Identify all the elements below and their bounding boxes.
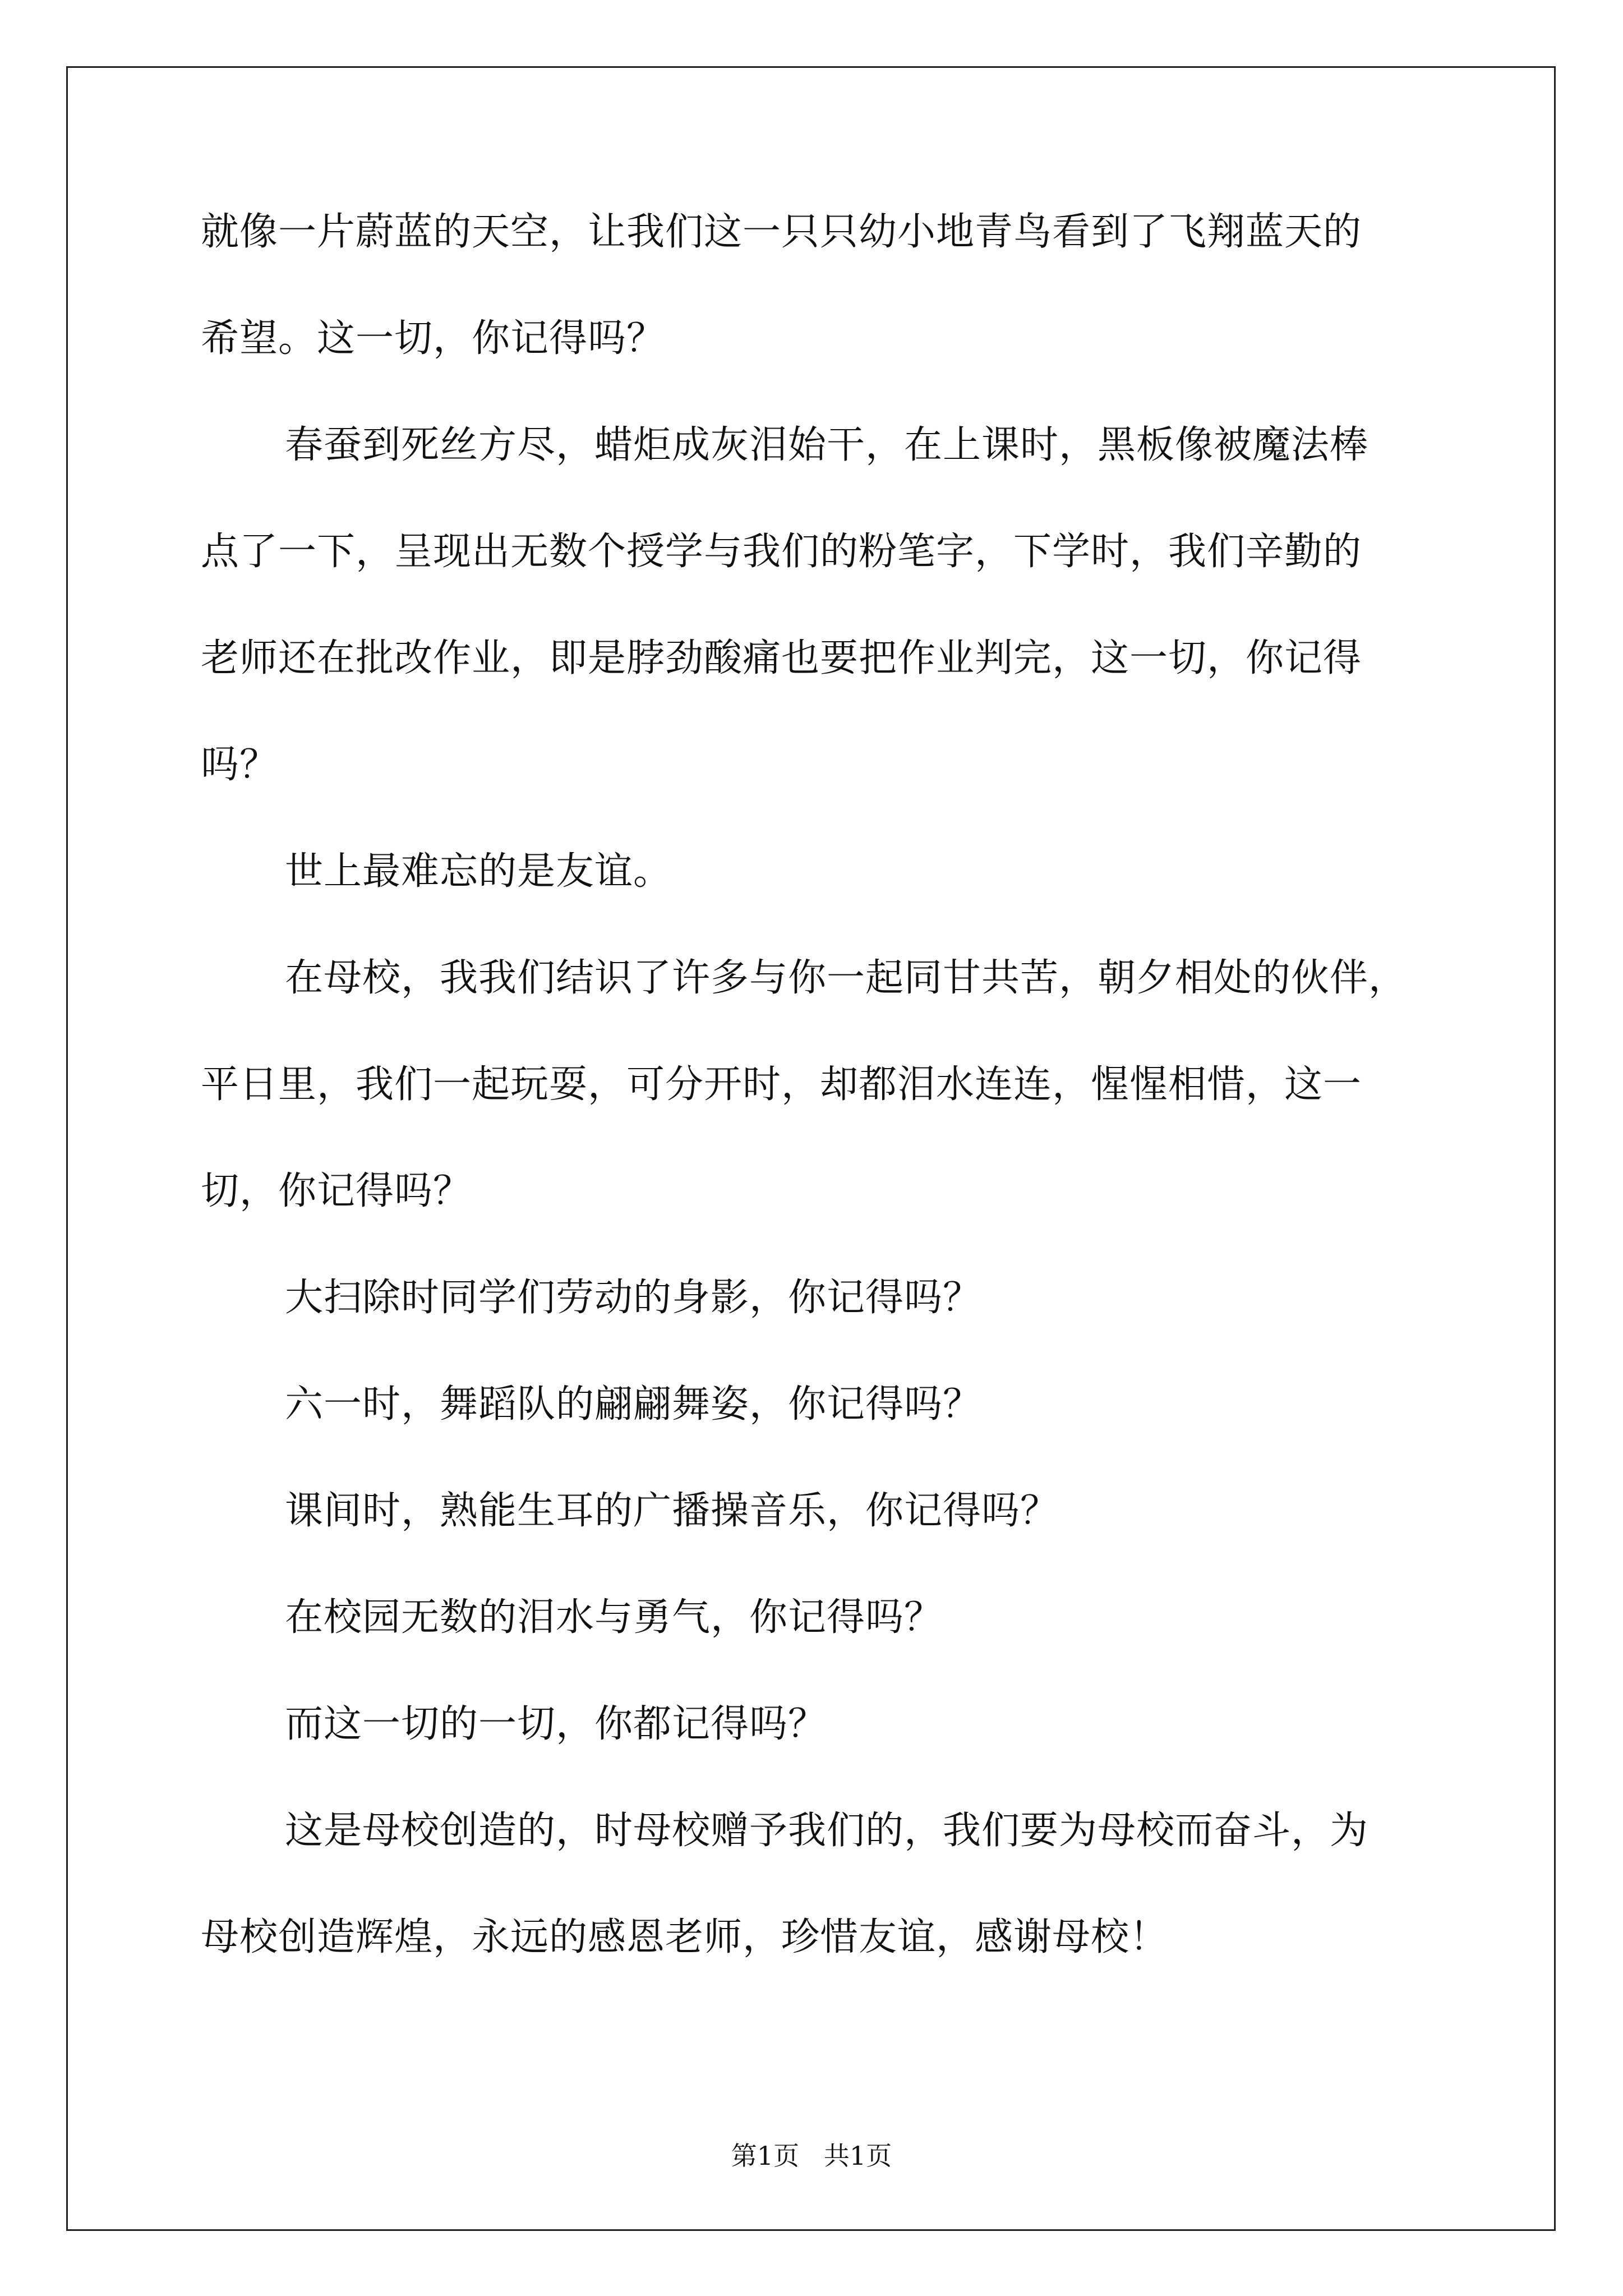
paragraph-start: 在母校，我我们结识了许多与你一起同甘共苦，朝夕相处的伙伴， — [285, 956, 1408, 1000]
paragraph-start: 这是母校创造的，时母校赠予我们的，我们要为母校而奋斗，为 — [285, 1809, 1369, 1853]
text-line: 母校创造辉煌，永远的感恩老师，珍惜友谊，感谢母校！ — [201, 1915, 1169, 1959]
paragraph-start: 而这一切的一切，你都记得吗？ — [285, 1702, 827, 1746]
page-number-footer: 第1页 共1页 — [731, 2141, 892, 2171]
text-line: 就像一片蔚蓝的天空，让我们这一只只幼小地青鸟看到了飞翔蓝天的 — [201, 210, 1362, 254]
text-line: 点了一下，呈现出无数个授学与我们的粉笔字，下学时，我们辛勤的 — [201, 530, 1362, 574]
paragraph-start: 六一时，舞蹈队的翩翩舞姿，你记得吗？ — [285, 1382, 982, 1427]
text-line: 希望。这一切，你记得吗？ — [201, 316, 666, 361]
document-body — [201, 210, 1435, 2025]
paragraph-start: 课间时，熟能生耳的广播操音乐，你记得吗？ — [285, 1489, 1059, 1533]
paragraph-start: 春蚕到死丝方尽，蜡炬成灰泪始干，在上课时，黑板像被魔法棒 — [285, 423, 1369, 467]
text-line: 吗？ — [201, 743, 279, 787]
text-line: 老师还在批改作业，即是脖劲酸痛也要把作业判完，这一切，你记得 — [201, 636, 1362, 680]
text-line: 平日里，我们一起玩耍，可分开时，却都泪水连连，惺惺相惜，这一 — [201, 1062, 1362, 1107]
paragraph-start: 大扫除时同学们劳动的身影，你记得吗？ — [285, 1276, 982, 1320]
text-line: 切，你记得吗？ — [201, 1169, 472, 1213]
paragraph-start: 世上最难忘的是友谊。 — [285, 849, 672, 894]
paragraph-start: 在校园无数的泪水与勇气，你记得吗？ — [285, 1595, 943, 1640]
